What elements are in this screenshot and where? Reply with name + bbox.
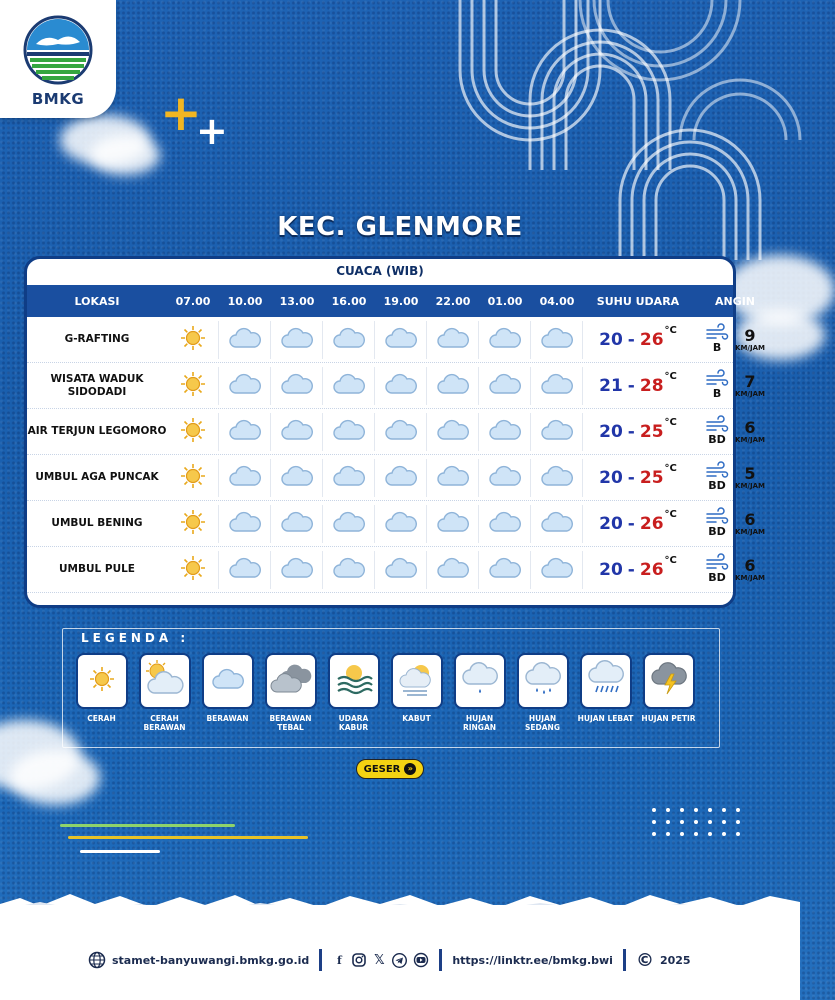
- header-time: 16.00: [331, 294, 367, 308]
- overcast-icon: [269, 661, 313, 701]
- plus-decoration: +: [196, 109, 228, 153]
- wind-direction: [705, 463, 729, 492]
- x-icon[interactable]: 𝕏: [374, 952, 385, 968]
- wind-speed-unit: KM/JAM: [735, 527, 765, 536]
- thunderstorm-icon: [649, 660, 689, 702]
- cloudy-icon: [488, 418, 522, 446]
- table-header: [27, 285, 756, 317]
- forecast-cell: [323, 367, 375, 405]
- forecast-cell: [219, 459, 271, 497]
- legend-label: UDARA KABUR: [338, 714, 369, 732]
- location-name: WISATA WADUK SIDODADI: [50, 372, 144, 398]
- cloudy-icon: [384, 510, 418, 538]
- wind-direction-label: BD: [708, 479, 726, 492]
- geser-button[interactable]: [356, 759, 424, 779]
- cloudy-icon: [384, 556, 418, 584]
- wind-icon: [705, 509, 729, 525]
- table-row: [27, 455, 765, 501]
- wind-direction-label: BD: [708, 571, 726, 584]
- temperature-range: [583, 463, 693, 488]
- cloudy-icon: [228, 326, 262, 354]
- cloudy-icon: [228, 510, 262, 538]
- cloudy-icon: [488, 464, 522, 492]
- cloudy-icon: [436, 556, 470, 584]
- location-name: UMBUL PULE: [59, 563, 135, 575]
- forecast-cell: [167, 321, 219, 359]
- location-name: UMBUL AGA PUNCAK: [35, 471, 159, 483]
- legend-label: HUJAN PETIR: [641, 714, 696, 723]
- forecast-cell: [219, 551, 271, 589]
- decorative-dots: [652, 808, 750, 836]
- wind-info: [693, 555, 777, 584]
- wind-direction-label: B: [712, 341, 722, 354]
- forecast-cell: [531, 321, 583, 359]
- forecast-cell: [531, 551, 583, 589]
- copyright-year: 2025: [659, 953, 691, 967]
- legend-item: [642, 653, 695, 732]
- table-row: [27, 363, 765, 409]
- wind-direction: [705, 325, 729, 354]
- sunny-icon: [179, 370, 207, 402]
- cloudy-icon: [540, 326, 574, 354]
- forecast-cell: [323, 459, 375, 497]
- wind-direction: [705, 371, 729, 400]
- cloudy-icon: [384, 418, 418, 446]
- forecast-cell: [531, 367, 583, 405]
- legend-label: CERAH: [87, 714, 116, 723]
- forecast-cell: [479, 459, 531, 497]
- legend-icon-box: [643, 653, 695, 709]
- legend-icon-box: [580, 653, 632, 709]
- cloudy-icon: [332, 464, 366, 492]
- header-temperature: SUHU UDARA: [596, 294, 680, 308]
- cloudy-icon: [280, 418, 314, 446]
- cloudy-icon: [280, 464, 314, 492]
- cloudy-icon: [280, 510, 314, 538]
- wind-speed-value: 5: [744, 463, 756, 483]
- wind-speed-unit: KM/JAM: [735, 389, 765, 398]
- cloudy-icon: [436, 464, 470, 492]
- wind-speed-unit: KM/JAM: [735, 481, 765, 490]
- forecast-cell: [167, 459, 219, 497]
- sunny-icon: [179, 462, 207, 494]
- legend-icon-box: [391, 653, 443, 709]
- temp-separator: -: [627, 559, 635, 580]
- forecast-cell: [427, 367, 479, 405]
- header-time: 22.00: [435, 294, 471, 308]
- wind-direction-label: BD: [708, 433, 726, 446]
- cloudy-icon: [280, 556, 314, 584]
- header-time: 13.00: [279, 294, 315, 308]
- legend-item: [327, 653, 380, 732]
- forecast-cell: [531, 413, 583, 451]
- wind-speed: [735, 463, 765, 490]
- legend-item: [390, 653, 443, 732]
- wind-speed-value: 6: [744, 555, 756, 575]
- temperature-range: [583, 325, 693, 350]
- wind-direction: [705, 509, 729, 538]
- cloudy-icon: [488, 326, 522, 354]
- cloudy-icon: [436, 510, 470, 538]
- wind-speed: [735, 555, 765, 582]
- legend-label: CERAH BERAWAN: [143, 714, 186, 732]
- facebook-icon[interactable]: f: [336, 953, 342, 967]
- cloud-decoration: [90, 135, 160, 175]
- wind-info: [693, 509, 777, 538]
- forecast-cell: [271, 505, 323, 543]
- forecast-cell: [271, 551, 323, 589]
- forecast-cell: [167, 413, 219, 451]
- table-row: [27, 317, 765, 363]
- page-title: KEC. GLENMORE: [277, 212, 523, 242]
- partly-cloudy-icon: [143, 659, 187, 703]
- cloud-decoration: [10, 750, 100, 805]
- cloudy-icon: [540, 464, 574, 492]
- table-row: [27, 409, 765, 455]
- temp-max: 26: [639, 329, 664, 350]
- legend-icon-box: [139, 653, 191, 709]
- header-location: LOKASI: [74, 294, 120, 308]
- temp-separator: -: [627, 375, 635, 396]
- header-time: 04.00: [539, 294, 575, 308]
- header-time: 10.00: [227, 294, 263, 308]
- light-rain-icon: [460, 660, 500, 702]
- legend-label: HUJAN RINGAN: [462, 714, 497, 732]
- wind-direction: [705, 555, 729, 584]
- legend-icon-box: [202, 653, 254, 709]
- legend-icon-box: [265, 653, 317, 709]
- legend-title: LEGENDA :: [81, 631, 190, 645]
- wind-icon: [705, 417, 729, 433]
- forecast-cell: [531, 505, 583, 543]
- legend-icon-box: [454, 653, 506, 709]
- forecast-cell: [479, 367, 531, 405]
- forecast-cell: [479, 321, 531, 359]
- temp-min: 20: [599, 559, 623, 580]
- forecast-cell: [323, 551, 375, 589]
- logo-text: BMKG: [31, 90, 85, 108]
- legend-icon-box: [517, 653, 569, 709]
- legend-item: [579, 653, 632, 732]
- location-name: G-RAFTING: [64, 333, 130, 345]
- cloudy-icon: [280, 326, 314, 354]
- legend-item: [264, 653, 317, 732]
- legend-icon-box: [328, 653, 380, 709]
- forecast-cell: [427, 459, 479, 497]
- header-time: 19.00: [383, 294, 419, 308]
- temp-unit: °C: [664, 555, 677, 566]
- forecast-cell: [427, 413, 479, 451]
- wind-direction-label: B: [712, 387, 722, 400]
- instagram-icon[interactable]: [352, 953, 366, 967]
- forecast-cell: [167, 367, 219, 405]
- cloudy-icon: [436, 418, 470, 446]
- forecast-cell: [219, 321, 271, 359]
- table-caption: CUACA (WIB): [336, 264, 424, 278]
- forecast-cell: [271, 367, 323, 405]
- plus-decoration: +: [160, 84, 202, 142]
- footer-contacts: [88, 949, 691, 971]
- cloudy-icon: [384, 464, 418, 492]
- wind-icon: [705, 463, 729, 479]
- location-name: UMBUL BENING: [51, 517, 143, 529]
- wind-direction-label: BD: [708, 525, 726, 538]
- wind-speed-value: 6: [744, 417, 756, 437]
- temperature-range: [583, 509, 693, 534]
- temp-max: 26: [639, 513, 664, 534]
- sunny-icon: [179, 554, 207, 586]
- wind-info: [693, 463, 777, 492]
- cloudy-icon: [332, 372, 366, 400]
- cloudy-icon: [436, 372, 470, 400]
- legend-item: [201, 653, 254, 732]
- wind-direction: [705, 417, 729, 446]
- chevron-right-icon: »: [404, 763, 416, 775]
- forecast-cell: [479, 551, 531, 589]
- header-time: 07.00: [175, 294, 211, 308]
- forecast-cell: [271, 459, 323, 497]
- forecast-cell: [219, 413, 271, 451]
- wind-info: [693, 371, 777, 400]
- temp-separator: -: [627, 513, 635, 534]
- legend-label: HUJAN LEBAT: [577, 714, 634, 723]
- website-link[interactable]: stamet-banyuwangi.bmkg.go.id: [112, 953, 310, 967]
- temp-max: 26: [639, 559, 664, 580]
- forecast-cell: [271, 321, 323, 359]
- forecast-cell: [427, 505, 479, 543]
- forecast-cell: [427, 551, 479, 589]
- haze-icon: [334, 661, 374, 701]
- sunny-icon: [88, 665, 116, 697]
- cloudy-icon: [332, 418, 366, 446]
- table-row: [27, 547, 765, 593]
- cloudy-icon: [540, 418, 574, 446]
- legend-item: [516, 653, 569, 732]
- cloudy-icon: [384, 326, 418, 354]
- wind-info: [693, 417, 777, 446]
- wind-speed: [735, 325, 765, 352]
- sunny-icon: [179, 508, 207, 540]
- forecast-cell: [375, 551, 427, 589]
- wind-speed-value: 9: [744, 325, 756, 345]
- temp-unit: °C: [664, 509, 677, 520]
- forecast-cell: [531, 459, 583, 497]
- legend-icon-box: [76, 653, 128, 709]
- temp-min: 20: [599, 513, 623, 534]
- forecast-cell: [479, 413, 531, 451]
- forecast-cell: [427, 321, 479, 359]
- divider: [439, 949, 442, 971]
- temp-unit: °C: [664, 371, 677, 382]
- temp-max: 25: [639, 467, 664, 488]
- forecast-cell: [219, 505, 271, 543]
- temp-unit: °C: [664, 463, 677, 474]
- cloudy-icon: [228, 464, 262, 492]
- cloudy-icon: [228, 418, 262, 446]
- legend-label: BERAWAN TEBAL: [269, 714, 312, 732]
- forecast-cell: [375, 321, 427, 359]
- legend-item: [75, 653, 128, 732]
- cloudy-icon: [332, 326, 366, 354]
- legend-item: [453, 653, 506, 732]
- location-name: AIR TERJUN LEGOMORO: [27, 425, 167, 437]
- table-body: [27, 317, 765, 593]
- wind-speed: [735, 371, 765, 398]
- cloudy-icon: [384, 372, 418, 400]
- wind-speed-value: 6: [744, 509, 756, 529]
- legend-label: HUJAN SEDANG: [525, 714, 560, 732]
- forecast-cell: [375, 367, 427, 405]
- forecast-cell: [375, 459, 427, 497]
- footer: [0, 905, 800, 1000]
- legend-items: [75, 653, 695, 732]
- wind-speed: [735, 417, 765, 444]
- forecast-cell: [219, 367, 271, 405]
- temp-max: 25: [639, 421, 664, 442]
- cloudy-icon: [228, 556, 262, 584]
- temp-min: 20: [599, 421, 623, 442]
- sunny-icon: [179, 324, 207, 356]
- heavy-rain-icon: [586, 660, 626, 702]
- wind-speed-unit: KM/JAM: [735, 573, 765, 582]
- forecast-cell: [479, 505, 531, 543]
- temp-max: 28: [639, 375, 664, 396]
- cloudy-icon: [280, 372, 314, 400]
- cloudy-icon: [211, 667, 245, 695]
- temp-unit: °C: [664, 325, 677, 336]
- header-wind: ANGIN: [714, 294, 756, 308]
- wind-speed-value: 7: [744, 371, 756, 391]
- temperature-range: [583, 371, 693, 396]
- legend-item: [138, 653, 191, 732]
- cloudy-icon: [436, 326, 470, 354]
- cloudy-icon: [540, 556, 574, 584]
- copyright-icon: ©: [635, 949, 654, 971]
- temp-min: 20: [599, 329, 623, 350]
- cloudy-icon: [488, 510, 522, 538]
- temp-separator: -: [627, 421, 635, 442]
- forecast-cell: [375, 505, 427, 543]
- wind-speed-unit: KM/JAM: [735, 435, 765, 444]
- globe-icon: [88, 951, 106, 969]
- legend-label: KABUT: [402, 714, 431, 723]
- temp-separator: -: [627, 467, 635, 488]
- divider: [623, 949, 626, 971]
- wind-speed-unit: KM/JAM: [735, 343, 765, 352]
- wind-icon: [705, 371, 729, 387]
- telegram-icon[interactable]: [392, 953, 407, 968]
- temp-separator: -: [627, 329, 635, 350]
- youtube-icon[interactable]: [413, 953, 429, 967]
- legend: [62, 628, 720, 748]
- legend-label: BERAWAN: [206, 714, 249, 723]
- forecast-cell: [323, 413, 375, 451]
- wind-speed: [735, 509, 765, 536]
- header-time: 01.00: [487, 294, 523, 308]
- sunny-icon: [179, 416, 207, 448]
- forecast-cell: [323, 505, 375, 543]
- forecast-cell: [375, 413, 427, 451]
- wind-icon: [705, 325, 729, 341]
- cloudy-icon: [540, 372, 574, 400]
- decorative-bar: [80, 850, 160, 853]
- cloudy-icon: [228, 372, 262, 400]
- cloudy-icon: [332, 556, 366, 584]
- divider: [319, 949, 322, 971]
- decorative-bar: [60, 824, 235, 827]
- wind-info: [693, 325, 777, 354]
- wind-icon: [705, 555, 729, 571]
- moderate-rain-icon: [523, 660, 563, 702]
- bmkg-logo: [0, 0, 116, 118]
- bmkg-emblem-icon: [22, 14, 94, 86]
- cloudy-icon: [540, 510, 574, 538]
- geser-label: GESER: [363, 763, 401, 775]
- temp-min: 21: [599, 375, 623, 396]
- temperature-range: [583, 555, 693, 580]
- cloudy-icon: [488, 372, 522, 400]
- temp-unit: °C: [664, 417, 677, 428]
- forecast-cell: [271, 413, 323, 451]
- cloudy-icon: [332, 510, 366, 538]
- temperature-range: [583, 417, 693, 442]
- forecast-cell: [167, 551, 219, 589]
- decorative-bar: [68, 836, 308, 839]
- cloudy-icon: [488, 556, 522, 584]
- table-row: [27, 501, 765, 547]
- fog-icon: [397, 661, 437, 701]
- linktree-link[interactable]: https://linktr.ee/bmkg.bwi: [452, 953, 613, 967]
- forecast-table: [24, 256, 765, 608]
- temp-min: 20: [599, 467, 623, 488]
- forecast-cell: [323, 321, 375, 359]
- forecast-cell: [167, 505, 219, 543]
